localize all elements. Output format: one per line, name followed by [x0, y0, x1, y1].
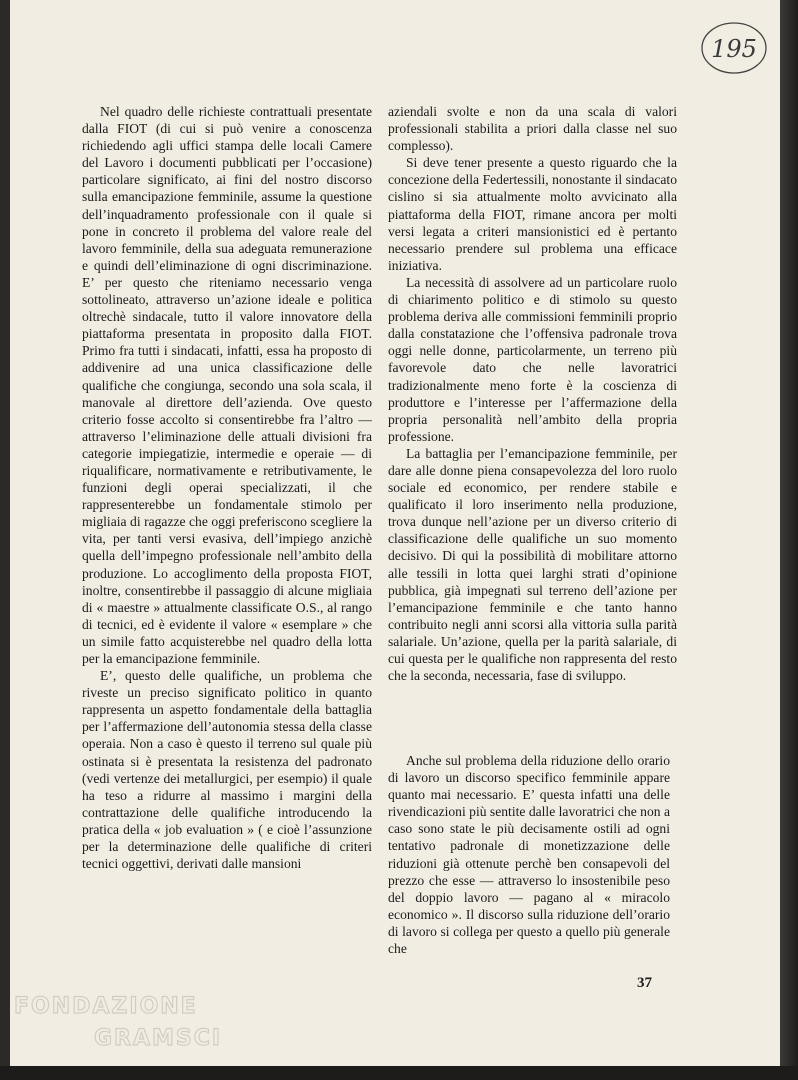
article-column-right-bottom: [388, 752, 670, 957]
paragraph: La battaglia per l’emancipazione femminile, per dare alle donne piena consapevolezza del loro ruolo sociale ed economico, per rendere stabile e qualificato il loro inserimento nella produzione, trova dunque nell’azione per un diverso criterio di classificazione delle qualifiche un suo momento decisivo. Di qui la possibilità di mobilitare attorno alle tessili in lotta quei larghi strati d’opinione pubblica, già impegnati sul terreno dell’azione per l’emancipazione femminile e che tanto hanno contribuito negli anni scorsi alla vittoria sulla parità salariale. Un’azione, quella per la parità salariale, di cui questa per le qualifiche non rappresenta del resto che la seconda, necessaria, fase di sviluppo.: [388, 445, 677, 684]
archive-number: 195: [711, 35, 757, 63]
article-column-left: [82, 103, 372, 872]
paragraph: Anche sul problema della riduzione dello orario di lavoro un discorso specifico femminile appare quanto mai necessario. E’ questa infatti una delle rivendicazioni più sentite dalle lavoratrici che non a caso sono state le più decisamente ostili ad ogni tentativo padronale di monetizzazione delle riduzioni già ottenute perchè ben consapevoli del prezzo che esse — attraverso lo insostenibile peso del doppio lavoro — pagano al « miracolo economico ». Il discorso sulla riduzione dell’orario di lavoro si collega per questo a quello più generale che: [388, 753, 670, 957]
paragraph: E’, questo delle qualifiche, un problema che riveste un preciso significato politico in quanto rappresenta un aspetto fondamentale della battaglia per l’affermazione dell’autonomia stessa della classe operaia. Non a caso è questo il terreno sul quale più ostinata si è presentata la resistenza del padronato (vedi vertenze dei metallurgici, per esempio) il quale ha teso a ridurre al massimo i margini della contrattazione delle qualifiche introducendo la pratica della « job evaluation » ( e cioè l’assunzione per la determinazione delle qualifiche di criteri tecnici oggettivi, derivati dalle mansioni: [82, 668, 372, 872]
archive-number-stamp: [698, 18, 770, 78]
archive-watermark: [10, 985, 230, 1059]
scan-edge-right: [780, 0, 798, 1080]
paragraph: La necessità di assolvere ad un particolare ruolo di chiarimento politico e di stimolo su questo problema deriva alle commissioni femminili proprio dalla constatazione che l’offensiva padronale trova oggi nelle donne, particolarmente, un terreno più favorevole dato che nelle lavoratrici tradizionalmente meno forte è la coscienza di produttore e l’interesse per l’affermazione della propria personalità nell’ambito della propria professione.: [388, 274, 677, 444]
paragraph: Nel quadro delle richieste contrattuali presentate dalla FIOT (di cui si può venire a conoscenza richiedendo agli uffici stampa delle locali Camere del Lavoro i documenti pubblicati per l’occasione) particolare significato, ai fini del nostro discorso sulla emancipazione femminile, assume la questione dell’inquadramento professionale con il quale si pone in concreto il problema del valore reale del lavoro femminile, della sua adeguata remunerazione e quindi dell’eliminazione di ogni discriminazione. E’ per questo che riteniamo necessario venga sottolineato, attraverso un’azione ideale e politica oltrechè sindacale, tutto il valore innovatore della piattaforma presentata in proposito dalla FIOT. Primo fra tutti i sindacati, infatti, essa ha proposto di addivenire ad una unica classificazione delle qualifiche che congiunga, secondo una sola scala, il manovale al direttore dell’azienda. Ove questo criterio fosse accolto si consentirebbe fra l’altro — attraverso l’eliminazione delle attuali divisioni fra categorie impiegatizie, intermedie e operaie — di riqualificare, normativamente e retributivamente, le funzioni degli operai specializzati, il che rappresenterebbe un fondamentale stimolo per migliaia di ragazze che oggi preferiscono scegliere la vita, per tanti versi evasiva, dell’impiego anzichè quella dell’impegno professionale nell’ambito della produzione. Lo accoglimento della proposta FIOT, inoltre, consentirebbe il passaggio di alcune migliaia di « maestre » attualmente classificate O.S., al rango di tecnici, ed è evidente il valore « esemplare » che un simile fatto acquisterebbe nel quadro della lotta per la emancipazione femminile.: [82, 104, 372, 666]
paragraph: aziendali svolte e non da una scala di valori professionali stabilita a priori dalla classe nel suo complesso).: [388, 104, 677, 154]
paragraph: Si deve tener presente a questo riguardo che la concezione della Federtessili, nonostante il sindacato cislino si sia attualmente molto avvicinato alla piattaforma della FIOT, rimane ancora per molti versi legata a criteri mansionistici ed è pertanto necessario prendere sul problema una efficace iniziativa.: [388, 155, 677, 273]
document-page: [10, 0, 780, 1066]
watermark-line-2: GRAMSCI: [94, 1026, 223, 1051]
page-number: 37: [637, 975, 652, 991]
watermark-line-1: FONDAZIONE: [14, 994, 198, 1019]
scan-edge-bottom: [0, 1066, 798, 1080]
article-column-right-top: [388, 103, 677, 684]
